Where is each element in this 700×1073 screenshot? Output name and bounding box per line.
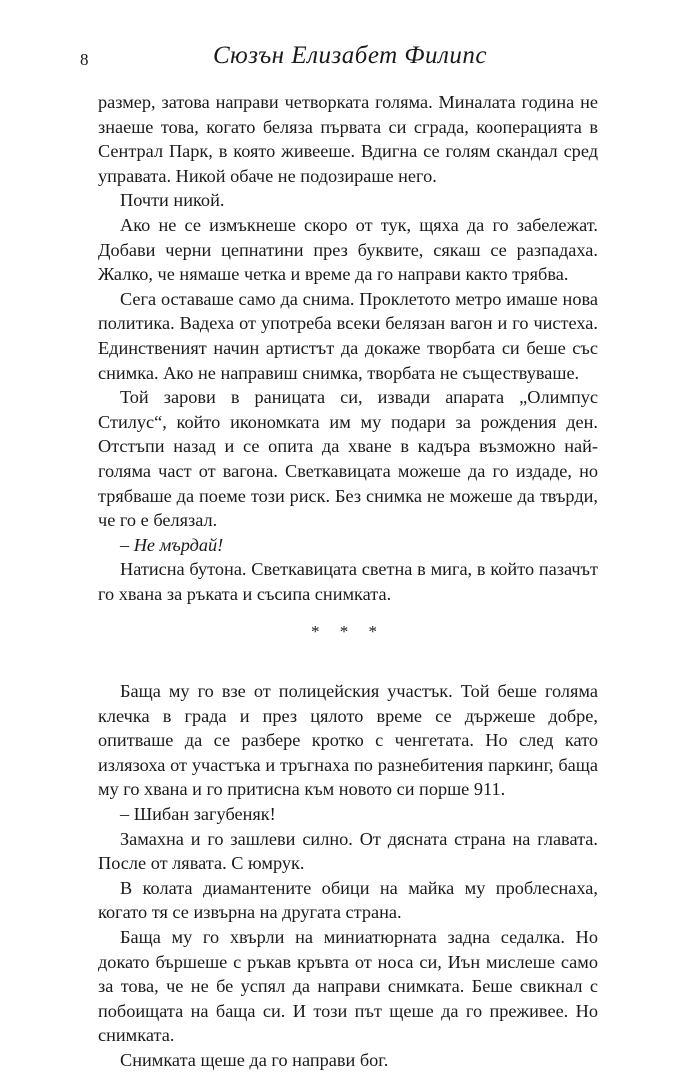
paragraph: Снимката щеше да го направи бог. [120, 1049, 389, 1070]
paragraph: В колата диамантените обици на майка му проблеснаха, когато тя се извърна на другата страна. [98, 877, 598, 923]
page-number: 8 [80, 50, 89, 69]
dialogue-line: – Не мърдай! [120, 534, 224, 555]
paragraph: Той зарови в раницата си, извади апарата „Олимпус Стилус“, който икономката им му подари за рождения ден. Отстъпи назад и се опита да хване в кадъра възможно най-голяма част от вагона. Светкавицата можеше да го издаде, но трябваше да поеме този риск. Без снимка не можеше да твърди, че го е белязал. [98, 387, 598, 531]
body-text [98, 90, 598, 1073]
paragraph: Баща му го хвърли на миниатюрната задна седалка. Но докато бършеше с ръкав кръвта от носа си, Иън мислеше само за това, че не бе успял да направи снимката. Беше свикнал с побоищата на баща си. И този път щеше да го преживее. Но снимката. [98, 927, 598, 1046]
paragraph: размер, затова направи четворката голяма. Миналата година не знаеше това, когато беляза първата си сграда, кооперацията в Сентрал Парк, в която живееше. Вдигна се голям скандал сред управата. Никой обаче не подозираше него. [98, 92, 598, 186]
dialogue-line: – Шибан загубеняк! [120, 804, 276, 825]
paragraph: Натисна бутона. Светкавицата светна в мига, в който пазачът го хвана за ръката и съсипа снимката. [98, 559, 598, 604]
section-separator: * * * [311, 622, 385, 642]
running-title: Сюзън Елизабет Филипс [212, 42, 488, 69]
paragraph: Замахна и го зашлеви силно. От дясната страна на главата. После от лявата. С юмрук. [98, 828, 598, 874]
paragraph: Ако не се измъкнеше скоро от тук, щяха да го забележат. Добави черни цепнатини през буквите, сякаш се разпадаха. Жалко, че нямаше четка и време да го направи както трябва. [98, 214, 598, 285]
paragraph: Почти никой. [120, 190, 225, 211]
paragraph: Сега оставаше само да снима. Проклетото метро имаше нова политика. Вадеха от употреба всеки белязан вагон и го чистеха. Единственият начин артистът да докаже творбата си беше със снимка. Ако не направиш снимка, творбата не съществуваше. [98, 288, 598, 383]
paragraph: Баща му го взе от полицейския участък. Той беше голяма клечка в града и през цялото време се държеше добре, опитваше да се разбере кротко с ченгетата. Но след като излязоха от участъка и тръгнаха по разнебитения паркинг, баща му го хвана и го притисна към новото си порше 911. [98, 681, 598, 800]
page-header [80, 42, 620, 78]
